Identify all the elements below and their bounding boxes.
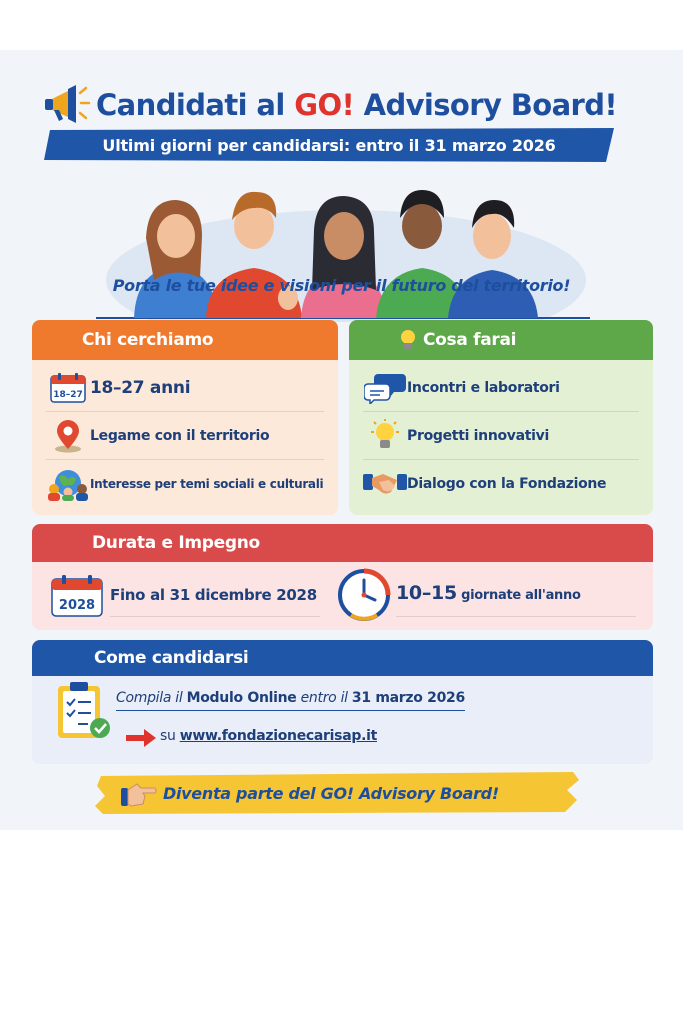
calendar-icon: [49, 372, 87, 404]
item-text: Progetti innovativi: [407, 427, 549, 444]
handshake-icon: [363, 468, 407, 500]
deadline-banner: [44, 128, 614, 162]
card-title: Cosa farai: [349, 320, 653, 360]
list-item: [46, 364, 324, 412]
item-text: Incontri e laboratori: [407, 379, 560, 396]
arrow-right-icon: [126, 728, 156, 748]
go-word: GO!: [294, 88, 355, 122]
map-pin-icon: [51, 419, 85, 453]
poster: [0, 50, 683, 830]
list-item: [363, 412, 639, 460]
card-title: Chi cerchiamo: [32, 320, 338, 360]
globe-people-icon: [46, 467, 90, 501]
calendar-icon: [50, 574, 104, 618]
list-item: [46, 460, 324, 508]
lightbulb-icon: [363, 419, 407, 453]
days-per-year: 10–15 giornate all'anno: [396, 582, 581, 604]
deadline-text: Ultimi giorni per candidarsi: entro il 31 marzo 2026: [102, 135, 556, 155]
card-cosa-farai: [349, 320, 653, 515]
card-chi-cerchiamo: [32, 320, 338, 515]
list-item: [46, 412, 324, 460]
apply-instruction: Compila il Modulo Online entro il 31 marzo 2026: [116, 690, 465, 711]
durata-body: [32, 562, 653, 630]
checklist-icon: [56, 680, 112, 742]
website-link[interactable]: www.fondazionecarisap.it: [179, 728, 377, 744]
chat-bubbles-icon: [364, 372, 406, 404]
item-text: Legame con il territorio: [90, 427, 270, 444]
page-title: Candidati al GO! Advisory Board!: [96, 88, 618, 122]
card-title: Durata e Impegno: [32, 524, 653, 562]
pointing-hand-icon: [121, 778, 157, 808]
svg-text:2028: 2028: [58, 598, 96, 613]
cta-text: Diventa parte del GO! Advisory Board!: [163, 783, 499, 803]
clock-icon: [337, 568, 391, 622]
cta-banner: [95, 772, 579, 814]
website-line: su www.fondazionecarisap.it: [160, 728, 377, 744]
item-text: Interesse per temi sociali e culturali: [90, 477, 324, 491]
lightbulb-icon: [399, 328, 417, 352]
title-row: [42, 80, 652, 130]
age-range: 18–27 anni: [90, 377, 191, 398]
list-item: [363, 364, 639, 412]
card-durata-impegno: [32, 524, 653, 630]
svg-text:18–27: 18–27: [53, 389, 83, 400]
megaphone-icon: [42, 83, 92, 127]
people-illustration: [96, 170, 590, 322]
card-title: Come candidarsi: [32, 640, 653, 676]
duration-until: Fino al 31 dicembre 2028: [110, 586, 317, 604]
item-text: Dialogo con la Fondazione: [407, 476, 607, 492]
card-come-candidarsi: [32, 640, 653, 764]
list-item: [363, 460, 639, 508]
tagline: Porta le tue idee e visioni per il futuro del territorio!: [112, 276, 571, 295]
